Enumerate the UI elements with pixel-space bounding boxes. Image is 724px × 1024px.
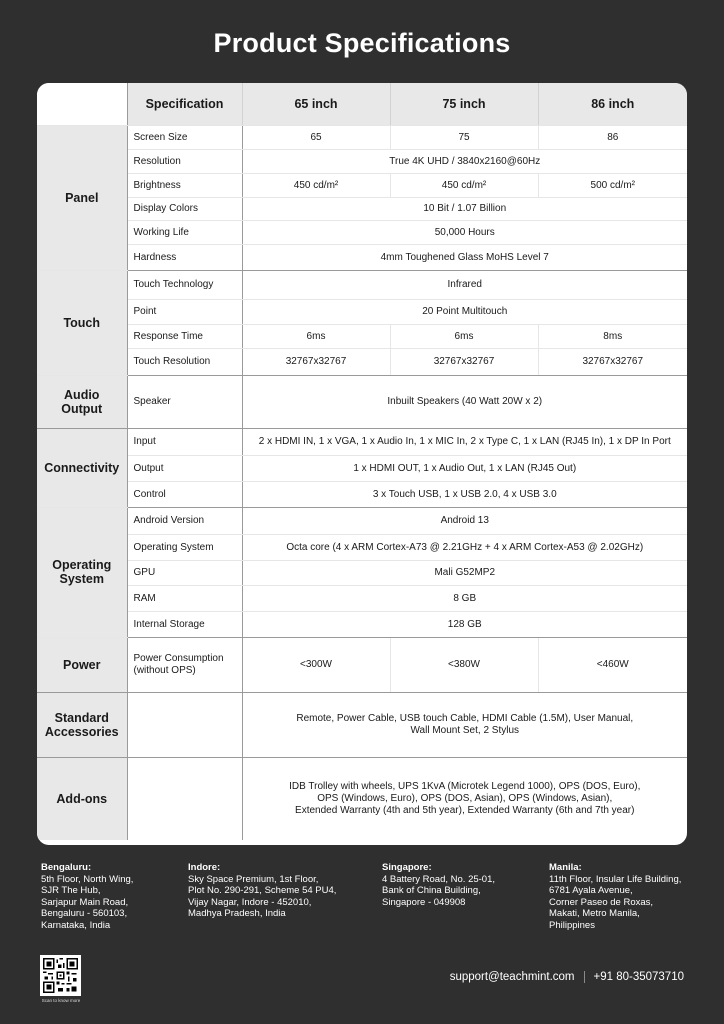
office-address-line: 4 Battery Road, No. 25-01, — [382, 873, 496, 885]
value-all-sizes: True 4K UHD / 3840x2160@60Hz — [242, 149, 687, 173]
table-row — [37, 375, 687, 428]
spec-label: GPU — [127, 560, 242, 585]
value-line: OPS (Windows, Euro), OPS (DOS, Asian), OPS (Windows, Asian), — [317, 792, 613, 804]
value-75: 75 — [390, 125, 538, 149]
header-86-inch: 86 inch — [538, 83, 687, 125]
category-add-ons: Add-ons — [37, 757, 127, 840]
specification-table-card — [37, 83, 687, 845]
value-line: Wall Mount Set, 2 Stylus — [410, 724, 520, 736]
spec-label: Resolution — [127, 149, 242, 173]
value-line: Extended Warranty (4th and 5th year), Extended Warranty (6th and 7th year) — [295, 804, 635, 816]
value-all-sizes: 2 x HDMI IN, 1 x VGA, 1 x Audio In, 1 x MIC In, 2 x Type C, 1 x LAN (RJ45 In), 1 x DP In Port — [242, 428, 687, 455]
office-address-line: Bank of China Building, — [382, 885, 481, 896]
table-row — [37, 270, 687, 299]
spec-label-empty — [127, 692, 242, 757]
header-65-inch: 65 inch — [242, 83, 390, 125]
spec-label: Control — [127, 481, 242, 507]
support-phone[interactable]: +91 80-35073710 — [593, 971, 684, 983]
value-65: 32767x32767 — [242, 348, 390, 375]
spec-label: Android Version — [127, 507, 242, 534]
office-address-line: Corner Paseo de Roxas, — [549, 896, 654, 908]
value-all-sizes: Android 13 — [242, 507, 687, 534]
category-standard-accessories — [37, 692, 127, 757]
category-line: Operating — [52, 558, 112, 572]
office-address-line: Bengaluru - 560103, — [41, 908, 128, 919]
office-address-line: Madhya Pradesh, India — [188, 908, 286, 919]
header-corner-cell — [37, 83, 127, 125]
spec-label: Input — [127, 428, 242, 455]
value-all-sizes: Mali G52MP2 — [242, 560, 687, 585]
table-row — [37, 197, 687, 220]
qr-caption: Scan to know more — [41, 998, 81, 1003]
office-city: Singapore: — [382, 862, 432, 873]
office-address-line: Sky Space Premium, 1st Floor, — [188, 873, 319, 885]
header-75-inch: 75 inch — [390, 83, 538, 125]
spec-label: Response Time — [127, 324, 242, 348]
qr-code-icon[interactable] — [40, 955, 81, 996]
spec-label: Point — [127, 299, 242, 324]
spec-label: Touch Technology — [127, 270, 242, 299]
spec-label: Display Colors — [127, 197, 242, 220]
spec-label-line: Power Consumption — [133, 652, 224, 664]
contact-info — [450, 971, 684, 983]
spec-label: Operating System — [127, 534, 242, 560]
support-email-link[interactable]: support@teachmint.com — [449, 971, 575, 983]
category-line: Accessories — [44, 724, 119, 739]
spec-label: RAM — [127, 585, 242, 611]
table-row — [37, 560, 687, 585]
office-singapore — [382, 862, 495, 908]
value-line: Remote, Power Cable, USB touch Cable, HDMI Cable (1.5M), User Manual, — [296, 712, 634, 724]
value-86: 500 cd/m² — [538, 173, 687, 197]
category-line: Output — [61, 401, 103, 416]
category-power: Power — [37, 637, 127, 692]
category-audio-output — [37, 375, 127, 428]
office-address-line: 6781 Ayala Avenue, — [549, 885, 633, 896]
office-city: Bengaluru: — [41, 862, 92, 873]
specification-table — [37, 83, 687, 840]
table-row — [37, 507, 687, 534]
value-all-sizes: 10 Bit / 1.07 Billion — [242, 197, 687, 220]
value-all-sizes: Octa core (4 x ARM Cortex-A73 @ 2.21GHz + 4 x ARM Cortex-A53 @ 2.02GHz) — [242, 534, 687, 560]
value-all-sizes: 3 x Touch USB, 1 x USB 2.0, 4 x USB 3.0 — [242, 481, 687, 507]
table-row — [37, 125, 687, 149]
category-line: Standard — [54, 710, 109, 725]
table-row — [37, 149, 687, 173]
value-75: <380W — [390, 637, 538, 692]
office-manila — [549, 862, 681, 931]
table-row — [37, 299, 687, 324]
office-address-line: Makati, Metro Manila, — [549, 908, 640, 919]
value-65: 450 cd/m² — [242, 173, 390, 197]
value-all-sizes: 50,000 Hours — [242, 220, 687, 244]
spec-label — [127, 637, 242, 692]
office-city: Manila: — [549, 862, 582, 873]
category-touch: Touch — [37, 270, 127, 375]
spec-label: Internal Storage — [127, 611, 242, 637]
spec-label: Hardness — [127, 244, 242, 270]
category-operating-system — [37, 507, 127, 637]
spec-label: Working Life — [127, 220, 242, 244]
office-address-line: Sarjapur Main Road, — [41, 896, 129, 908]
spec-label: Output — [127, 455, 242, 481]
value-75: 6ms — [390, 324, 538, 348]
value-65: 6ms — [242, 324, 390, 348]
value-all-sizes: 20 Point Multitouch — [242, 299, 687, 324]
table-row — [37, 173, 687, 197]
value-65: 65 — [242, 125, 390, 149]
value-all-sizes: 128 GB — [242, 611, 687, 637]
value-line: IDB Trolley with wheels, UPS 1KvA (Microtek Legend 1000), OPS (DOS, Euro), — [289, 780, 641, 792]
value-all-sizes: 4mm Toughened Glass MoHS Level 7 — [242, 244, 687, 270]
table-row — [37, 324, 687, 348]
table-row — [37, 348, 687, 375]
category-connectivity: Connectivity — [37, 428, 127, 507]
table-row — [37, 585, 687, 611]
table-row — [37, 757, 687, 840]
spec-label-line: (without OPS) — [133, 664, 196, 676]
office-address-line: Philippines — [549, 919, 595, 931]
table-row — [37, 455, 687, 481]
table-row — [37, 244, 687, 270]
category-line: System — [59, 572, 104, 586]
office-bengaluru — [41, 862, 133, 931]
office-address-line: 11th Floor, Insular Life Building, — [549, 873, 682, 885]
table-row — [37, 692, 687, 757]
spec-label: Touch Resolution — [127, 348, 242, 375]
value-86: 32767x32767 — [538, 348, 687, 375]
table-row — [37, 220, 687, 244]
value-all-sizes: Infrared — [242, 270, 687, 299]
spec-label-empty — [127, 757, 242, 840]
office-city: Indore: — [188, 862, 221, 873]
category-panel: Panel — [37, 125, 127, 270]
office-address-line: SJR The Hub, — [41, 885, 101, 896]
office-address-line: Vijay Nagar, Indore - 452010, — [188, 896, 312, 908]
value-all-sizes — [242, 757, 687, 840]
header-specification: Specification — [127, 83, 242, 125]
office-address-line: Singapore - 049908 — [382, 896, 466, 908]
table-header-row — [37, 83, 687, 125]
table-row — [37, 611, 687, 637]
value-75: 450 cd/m² — [390, 173, 538, 197]
value-86: <460W — [538, 637, 687, 692]
table-row — [37, 428, 687, 455]
value-all-sizes: Inbuilt Speakers (40 Watt 20W x 2) — [242, 375, 687, 428]
page-title: Product Specifications — [213, 28, 511, 58]
table-row — [37, 534, 687, 560]
office-address-line: Karnataka, India — [41, 919, 111, 931]
spec-label: Speaker — [127, 375, 242, 428]
office-address-line: 5th Floor, North Wing, — [41, 873, 134, 885]
value-65: <300W — [242, 637, 390, 692]
spec-label: Brightness — [127, 173, 242, 197]
value-86: 86 — [538, 125, 687, 149]
value-all-sizes — [242, 692, 687, 757]
value-all-sizes: 1 x HDMI OUT, 1 x Audio Out, 1 x LAN (RJ45 Out) — [242, 455, 687, 481]
office-indore — [188, 862, 336, 920]
table-row — [37, 481, 687, 507]
spec-label: Screen Size — [127, 125, 242, 149]
value-86: 8ms — [538, 324, 687, 348]
office-address-line: Plot No. 290-291, Scheme 54 PU4, — [188, 885, 337, 896]
table-row — [37, 637, 687, 692]
contact-divider — [584, 971, 585, 983]
category-line: Audio — [64, 387, 100, 402]
value-75: 32767x32767 — [390, 348, 538, 375]
value-all-sizes: 8 GB — [242, 585, 687, 611]
